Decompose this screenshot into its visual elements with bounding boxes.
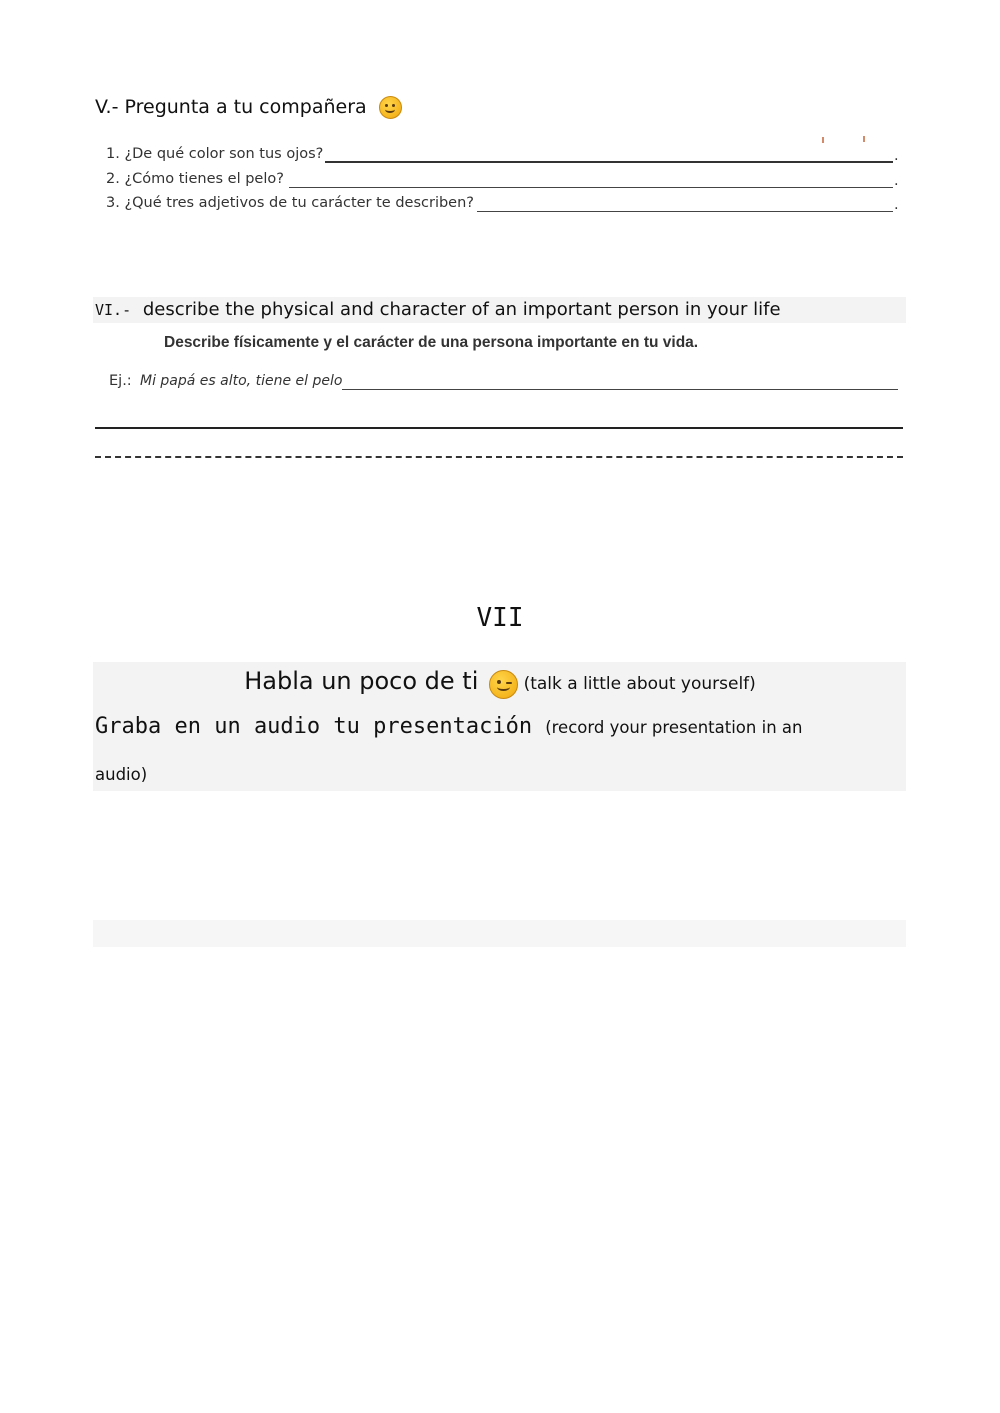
section-v-title-row (95, 96, 402, 119)
line-end-2: . (894, 173, 899, 189)
section-vii-instruction-translation-cont: audio) (95, 765, 148, 784)
section-vii-heading-row (0, 667, 1000, 699)
empty-band (93, 920, 906, 947)
section-vii-heading-translation: (talk a little about yourself) (523, 674, 756, 694)
winking-face-icon (489, 670, 518, 699)
question-3: 3. ¿Qué tres adjetivos de tu carácter te describen? (106, 195, 474, 211)
section-vii-instruction-row (95, 714, 802, 739)
answer-line-3[interactable] (477, 211, 893, 212)
answer-line-2[interactable] (289, 187, 893, 188)
smiling-face-icon (379, 96, 402, 119)
answer-line-1[interactable] (325, 161, 893, 163)
line-end-3: . (894, 197, 899, 213)
line-end-1: . (894, 148, 899, 164)
stray-mark (822, 137, 824, 143)
section-vi-subtitle: Describe físicamente y el carácter de una persona importante en tu vida. (164, 334, 699, 351)
section-vi-title-row (95, 299, 781, 320)
section-vi-title: describe the physical and character of an important person in your life (142, 299, 781, 320)
section-vii-heading: Habla un poco de ti (244, 667, 479, 695)
writing-line-2[interactable] (95, 456, 903, 458)
stray-mark (863, 136, 865, 142)
example-answer-line[interactable] (342, 389, 898, 390)
section-vi-number: VI.- (95, 301, 132, 319)
question-1: 1. ¿De qué color son tus ojos? (106, 146, 324, 162)
section-vii-instruction: Graba en un audio tu presentación (95, 714, 533, 739)
section-vii-number: VII (476, 603, 524, 633)
writing-line-1[interactable] (95, 427, 903, 429)
question-2: 2. ¿Cómo tienes el pelo? (106, 171, 284, 187)
example-label: Ej.: (109, 373, 132, 389)
example-text: Mi papá es alto, tiene el pelo (140, 373, 343, 389)
section-vii-instruction-translation: (record your presentation in an (545, 718, 803, 737)
section-v-title: V.- Pregunta a tu compañera (95, 96, 367, 118)
